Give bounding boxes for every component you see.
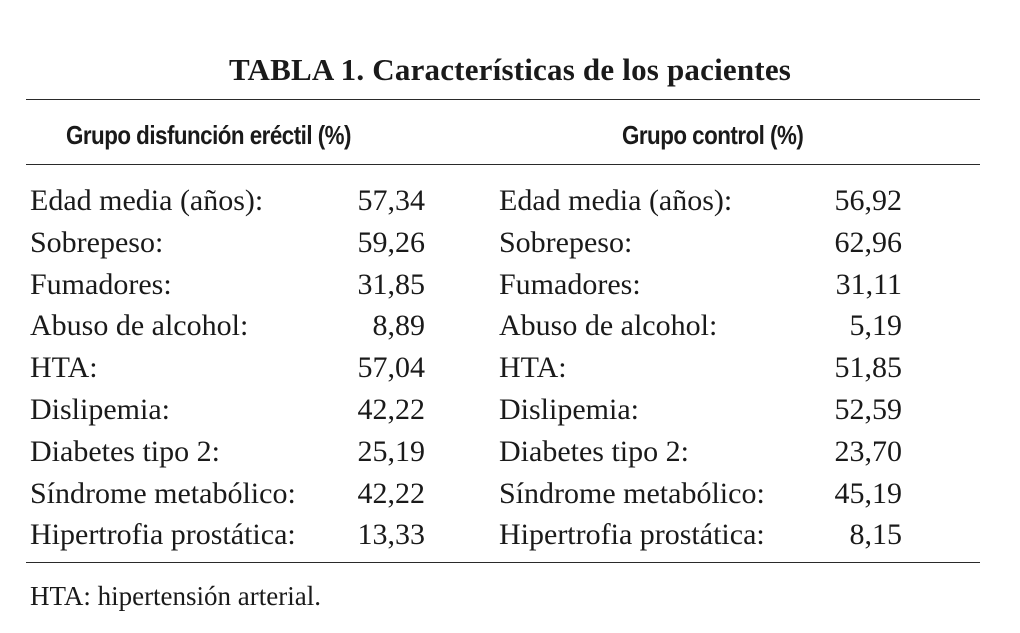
row-label: Diabetes tipo 2: [499, 434, 689, 468]
row-label: Edad media (años): [499, 184, 733, 217]
table-row [499, 473, 902, 515]
table-row [499, 180, 902, 222]
row-label: Fumadores: [499, 267, 641, 301]
row-value: 23,70 [834, 434, 902, 468]
bottom-rule [26, 562, 980, 563]
row-value: 45,19 [834, 476, 902, 510]
table-row [30, 431, 425, 473]
row-value: 8,89 [372, 309, 425, 343]
table-row [30, 222, 425, 264]
row-label: Síndrome metabólico: [499, 476, 765, 510]
row-label: Hipertrofia prostática: [30, 518, 296, 552]
group-header-control: Grupo control (%) [622, 120, 804, 150]
table-row [499, 222, 902, 264]
row-label: Síndrome metabólico: [30, 476, 296, 510]
table-row [30, 180, 425, 222]
row-value: 52,59 [834, 392, 902, 426]
row-label: Abuso de alcohol: [30, 309, 249, 343]
row-label: Abuso de alcohol: [499, 309, 718, 343]
row-value: 51,85 [834, 351, 902, 385]
row-value: 57,34 [357, 184, 425, 217]
control-group-rows [499, 180, 902, 556]
row-value: 56,92 [834, 184, 902, 217]
table-row [499, 347, 902, 389]
row-value: 59,26 [357, 225, 425, 259]
table-row [499, 389, 902, 431]
row-label: Hipertrofia prostática: [499, 518, 765, 552]
table-row [30, 473, 425, 515]
table-row [30, 264, 425, 306]
row-label: Diabetes tipo 2: [30, 434, 220, 468]
row-label: Sobrepeso: [499, 225, 633, 259]
disfuncion-group-rows [30, 180, 425, 556]
table-row [30, 305, 425, 347]
row-label: HTA: [499, 351, 567, 385]
row-value: 13,33 [357, 518, 425, 552]
table-footnote: HTA: hipertensión arterial. [30, 581, 321, 611]
row-value: 5,19 [849, 309, 902, 343]
row-value: 31,11 [835, 267, 902, 301]
row-label: Dislipemia: [30, 392, 170, 426]
row-value: 42,22 [357, 476, 425, 510]
table-row [499, 264, 902, 306]
table-row [30, 389, 425, 431]
top-rule [26, 99, 980, 100]
table-row [499, 431, 902, 473]
row-value: 31,85 [357, 267, 425, 301]
row-value: 62,96 [834, 225, 902, 259]
table-row [30, 514, 425, 556]
group-header-disfuncion: Grupo disfunción eréctil (%) [66, 120, 351, 150]
row-label: Fumadores: [30, 267, 172, 301]
row-label: Edad media (años): [30, 184, 264, 217]
row-value: 8,15 [849, 518, 902, 552]
table-title: TABLA 1. Características de los pacientes [228, 52, 792, 87]
table-row [499, 514, 902, 556]
row-value: 42,22 [357, 392, 425, 426]
table-row [30, 347, 425, 389]
row-label: Sobrepeso: [30, 225, 164, 259]
table-row [499, 305, 902, 347]
row-value: 25,19 [357, 434, 425, 468]
row-label: HTA: [30, 351, 98, 385]
header-rule [26, 164, 980, 165]
row-value: 57,04 [357, 351, 425, 385]
row-label: Dislipemia: [499, 392, 639, 426]
